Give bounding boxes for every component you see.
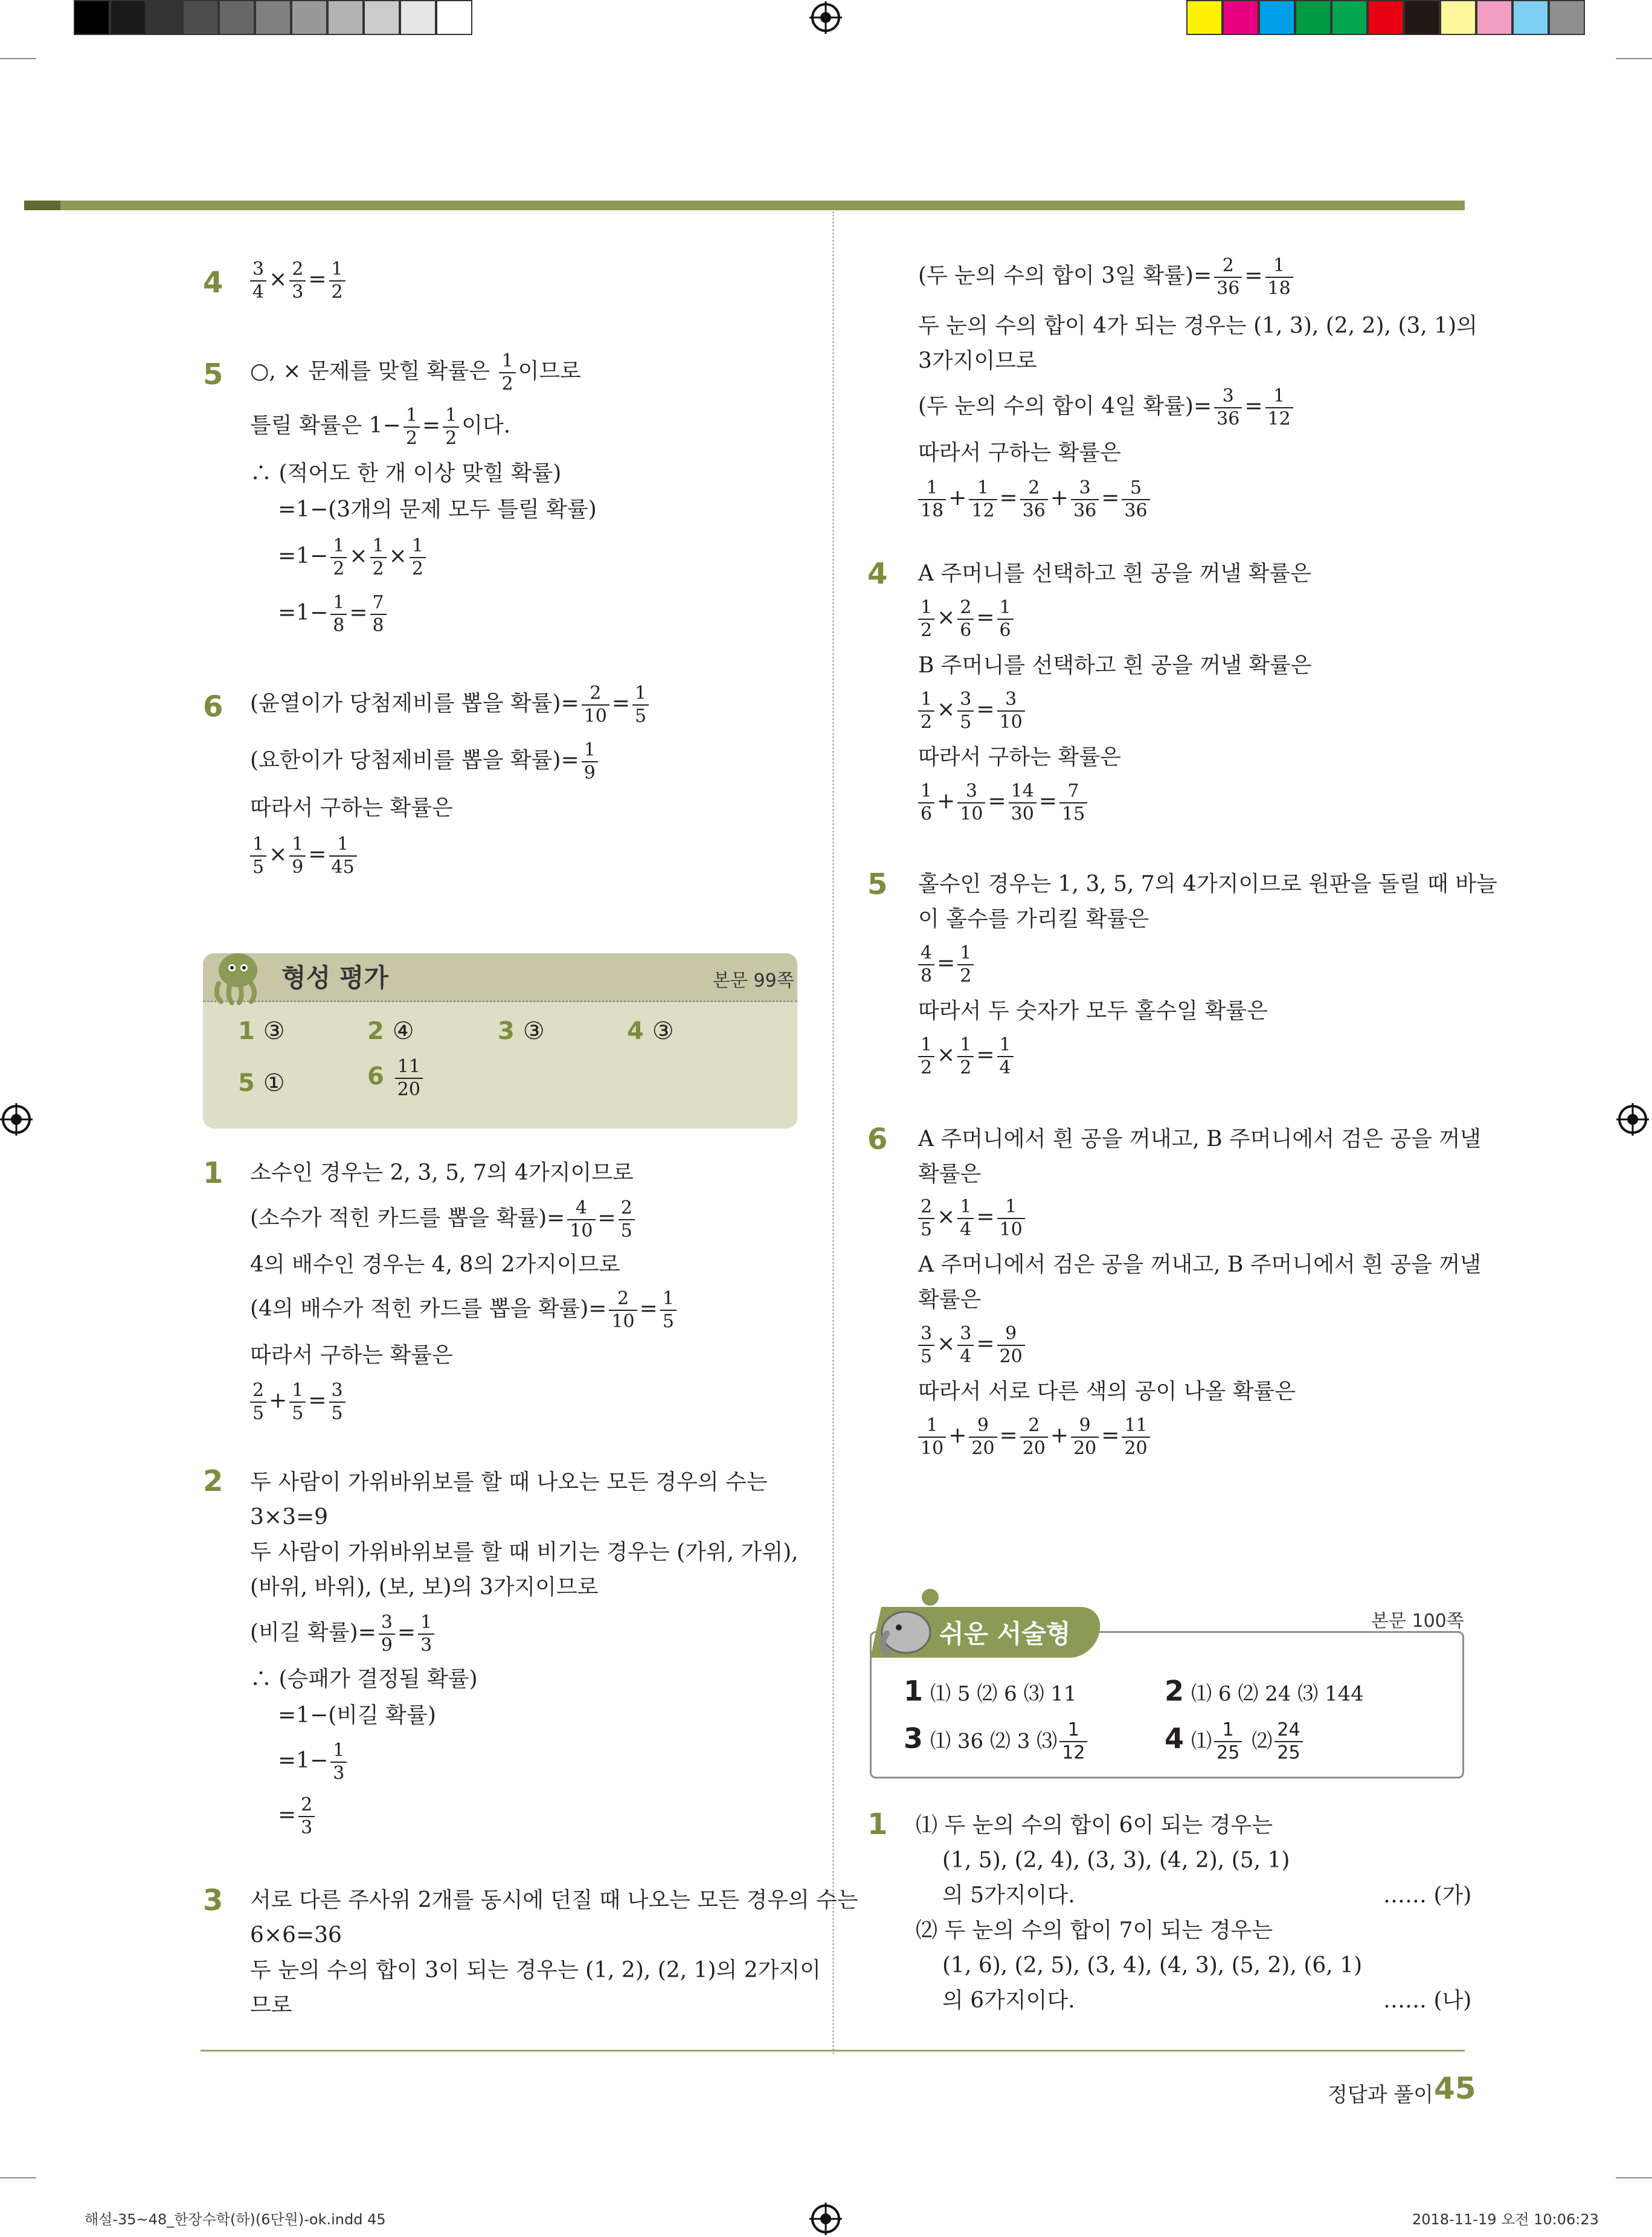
eval-title: 형성 평가 (281, 963, 388, 993)
text-line: 따라서 구하는 확률은 (918, 745, 1121, 770)
equation-line: =1− $\frac{1}{2}$ × $\frac{1}{2}$ × $\frac{1}{2}$ (278, 535, 428, 580)
easy-answer (904, 1675, 1077, 1707)
eval-answer (498, 1017, 545, 1045)
text: =1− (278, 600, 329, 625)
text-line: 두 눈의 수의 합이 4가 되는 경우는 (1, 3), (2, 2), (3, 1)의 (918, 314, 1478, 338)
gray-swatch (436, 0, 472, 35)
equation-line: $\frac{2}{5}$ + $\frac{1}{5}$ = $\frac{3}{5}$ (248, 1380, 348, 1424)
text-line: 6×6=36 (250, 1923, 342, 1948)
text-line: B 주머니를 선택하고 흰 공을 꺼낼 확률은 (918, 653, 1312, 678)
text-line: 소수인 경우는 2, 3, 5, 7의 4가지이므로 (250, 1160, 634, 1185)
gray-swatch (400, 0, 436, 35)
color-swatch (1186, 0, 1223, 35)
equation-line: = $\frac{2}{3}$ (278, 1794, 317, 1839)
text-line: ∴ (승패가 결정될 확률) (250, 1667, 478, 1691)
text-line: 틀릴 확률은 1− $\frac{1}{2}$ = $\frac{1}{2}$ 이다. (250, 405, 511, 449)
registration-mark-icon (0, 1103, 33, 1136)
text: =1− (278, 544, 329, 568)
text-line: 므로 (250, 1993, 292, 2018)
problem-number: 6 (203, 690, 223, 724)
problem-number: 4 (867, 557, 888, 591)
answer-number: 6 (367, 1063, 384, 1090)
gray-swatch (327, 0, 364, 35)
answer-number: 5 (238, 1069, 255, 1097)
answer-number: 4 (1165, 1722, 1184, 1755)
text-line: 따라서 서로 다른 색의 공이 나올 확률은 (918, 1379, 1296, 1404)
problem-number: 1 (203, 1156, 223, 1190)
text-line: 4의 배수인 경우는 4, 8의 2가지이므로 (250, 1252, 620, 1277)
crop-mark (0, 58, 36, 59)
text-line: ⑴ 두 눈의 수의 합이 6이 되는 경우는 (916, 1813, 1273, 1838)
answer-number: 4 (627, 1017, 644, 1045)
easy-answer (1165, 1675, 1364, 1707)
equation-line: (두 눈의 수의 합이 4일 확률)= $\frac{3}{36}$ = $\frac{1}{12}$ (918, 385, 1296, 430)
text: = (278, 1803, 297, 1827)
color-swatch (1404, 0, 1440, 35)
gray-swatch (74, 0, 110, 35)
text: 이다. (461, 413, 511, 438)
gray-swatch (255, 0, 291, 35)
answer-number: 1 (904, 1675, 924, 1707)
equation-line: $\frac{2}{5}$ × $\frac{1}{4}$ = $\frac{1}{10}$ (916, 1196, 1027, 1241)
equation-line: $\frac{3}{4}$ × $\frac{2}{3}$ = $\frac{1}{2}$ (248, 259, 348, 303)
answer-number: 1 (238, 1017, 255, 1045)
column-divider (832, 211, 834, 2054)
text-line: (1, 5), (2, 4), (3, 3), (4, 2), (5, 1) (942, 1848, 1290, 1873)
answer-value: ⑴ 36 ⑵ 3 ⑶ (930, 1729, 1058, 1754)
text: 틀릴 확률은 1− (250, 413, 401, 438)
gray-swatch (182, 0, 219, 35)
crop-mark (1616, 58, 1652, 59)
octopus-mascot-icon (205, 947, 271, 1005)
equation-line: =1− $\frac{1}{8}$ = $\frac{7}{8}$ (278, 592, 389, 637)
text: (비길 확률)= (250, 1620, 376, 1645)
easy-page-ref: 본문 100쪽 (1371, 1611, 1464, 1632)
answer-number: 3 (498, 1017, 515, 1045)
text-line: =1−(3개의 문제 모두 틀릴 확률) (278, 497, 597, 522)
gray-swatch (219, 0, 255, 35)
text-line: 따라서 구하는 확률은 (918, 440, 1121, 465)
answer-value: $\frac{11}{20}$ (393, 1063, 425, 1090)
problem-number: 2 (203, 1464, 223, 1498)
color-swatch (1512, 0, 1549, 35)
text-line: ○, × 문제를 맞힐 확률은 $\frac{1}{2}$ 이므로 (250, 350, 581, 394)
text-line: 3가지이므로 (918, 349, 1037, 373)
color-swatch (1368, 0, 1404, 35)
registration-mark-icon (809, 2203, 842, 2235)
header-band (24, 201, 1465, 210)
problem-number: 5 (867, 867, 888, 901)
text-line: 이 홀수를 가리킬 확률은 (918, 907, 1149, 932)
equation-line: (소수가 적힌 카드를 뽑을 확률)= $\frac{4}{10}$ = $\frac{2}{5}$ (250, 1197, 637, 1242)
text-line: 3×3=9 (250, 1505, 329, 1530)
color-swatch (1331, 0, 1368, 35)
marker-ga: …… (가) (1383, 1883, 1472, 1908)
footer-label: 정답과 풀이 (1328, 2083, 1434, 2107)
easy-answer: 3 ⑴ 36 ⑵ 3 ⑶ $\frac{1}{12}$ (904, 1719, 1090, 1764)
equation-line: (두 눈의 수의 합이 3일 확률)= $\frac{2}{36}$ = $\frac{1}{18}$ (918, 255, 1296, 300)
eval-answer (238, 1017, 285, 1045)
text-line: A 주머니에서 검은 공을 꺼내고, B 주머니에서 흰 공을 꺼낼 (918, 1252, 1481, 1277)
page-number: 45 (1434, 2071, 1476, 2106)
text-line: (바위, 바위), (보, 보)의 3가지이므로 (250, 1575, 599, 1600)
text-line: 의 5가지이다. (942, 1883, 1075, 1908)
answer-value: ① (263, 1069, 285, 1097)
easy-title: 쉬운 서술형 (939, 1619, 1071, 1649)
color-swatch (1549, 0, 1585, 35)
text-line: 따라서 두 숫자가 모두 홀수일 확률은 (918, 999, 1268, 1023)
text-line: ∴ (적어도 한 개 이상 맞힐 확률) (250, 461, 562, 486)
answer-value: ③ (263, 1017, 285, 1045)
date-slug: 2018-11-19 오전 10:06:23 (1412, 2211, 1599, 2228)
text-line: (1, 6), (2, 5), (3, 4), (4, 3), (5, 2), (6, 1) (942, 1953, 1363, 1978)
problem-number: 4 (203, 266, 223, 300)
equation-line: (요한이가 당첨제비를 뽑을 확률)= $\frac{1}{9}$ (250, 739, 600, 784)
answer-number: 2 (1165, 1675, 1184, 1707)
equation-line: $\frac{1}{10}$ + $\frac{9}{20}$ = $\frac{2}{20}$ + $\frac{9}{20}$ = $\frac{11}{20}$ (916, 1415, 1152, 1460)
text: (두 눈의 수의 합이 3일 확률)= (918, 263, 1212, 288)
answer-value: ⑴ (1191, 1729, 1212, 1754)
eval-answer (238, 1069, 285, 1097)
answer-number: 2 (367, 1017, 384, 1045)
text-line: 서로 다른 주사위 2개를 동시에 던질 때 나오는 모든 경우의 수는 (250, 1888, 858, 1913)
eval-page-ref: 본문 99쪽 (713, 970, 794, 991)
text: (소수가 적힌 카드를 뽑을 확률)= (250, 1206, 565, 1231)
problem-number: 6 (867, 1122, 888, 1156)
equation-line: =1− $\frac{1}{3}$ (278, 1740, 349, 1785)
answer-value: ⑴ 5 ⑵ 6 ⑶ 11 (930, 1682, 1077, 1706)
color-swatch (1259, 0, 1295, 35)
registration-mark-icon (809, 1, 842, 34)
equation-line: (윤열이가 당첨제비를 뽑을 확률)= $\frac{2}{10}$ = $\frac{1}{5}$ (250, 683, 651, 727)
eval-answer (367, 1017, 414, 1045)
text-line: 홀수인 경우는 1, 3, 5, 7의 4가지이므로 원판을 돌릴 때 바늘 (918, 872, 1497, 896)
crop-mark (1616, 2177, 1652, 2178)
color-swatch (1295, 0, 1331, 35)
problem-number: 3 (203, 1884, 223, 1917)
footer-rule (201, 2050, 1465, 2052)
text: ○, × 문제를 맞힐 확률은 (250, 359, 490, 384)
text-line: 따라서 구하는 확률은 (250, 796, 453, 820)
text: (윤열이가 당첨제비를 뽑을 확률)= (250, 691, 579, 716)
text: (요한이가 당첨제비를 뽑을 확률)= (250, 748, 579, 773)
easy-answer: 4 ⑴ $\frac{1}{25}$ ⑵ $\frac{24}{25}$ (1165, 1719, 1305, 1764)
text-line: 두 사람이 가위바위보를 할 때 나오는 모든 경우의 수는 (250, 1470, 768, 1495)
text: (두 눈의 수의 합이 4일 확률)= (918, 394, 1212, 419)
answer-value: ③ (652, 1017, 674, 1045)
text-line: 확률은 (918, 1162, 982, 1186)
crop-mark (0, 2177, 36, 2178)
equation-line: $\frac{1}{2}$ × $\frac{2}{6}$ = $\frac{1}{6}$ (916, 597, 1016, 642)
gray-swatch (364, 0, 400, 35)
answer-value: ⑵ (1252, 1729, 1273, 1754)
text-line: A 주머니를 선택하고 흰 공을 꺼낼 확률은 (918, 561, 1312, 586)
equation-line: (4의 배수가 적힌 카드를 뽑을 확률)= $\frac{2}{10}$ = $\frac{1}{5}$ (250, 1288, 679, 1333)
gray-swatch (291, 0, 327, 35)
eval-answer (367, 1056, 425, 1101)
text: (4의 배수가 적힌 카드를 뽑을 확률)= (250, 1296, 607, 1321)
color-swatch (1223, 0, 1259, 35)
text-line: 따라서 구하는 확률은 (250, 1343, 453, 1368)
color-swatch (1440, 0, 1476, 35)
answer-number: 3 (904, 1722, 924, 1755)
text-line: ⑵ 두 눈의 수의 합이 7이 되는 경우는 (916, 1918, 1273, 1943)
gray-swatch (110, 0, 146, 35)
answer-value: ③ (522, 1017, 545, 1045)
gray-swatch (146, 0, 182, 35)
equation-line: $\frac{4}{8}$ = $\frac{1}{2}$ (916, 942, 976, 987)
answer-value: ⑴ 6 ⑵ 24 ⑶ 144 (1191, 1682, 1364, 1706)
text: =1− (278, 1748, 329, 1773)
color-swatch (1476, 0, 1512, 35)
equation-line: $\frac{3}{5}$ × $\frac{3}{4}$ = $\frac{9}{20}$ (916, 1323, 1027, 1368)
text-line: 두 눈의 수의 합이 3이 되는 경우는 (1, 2), (2, 1)의 2가지이 (250, 1958, 821, 1983)
file-slug: 해설-35~48_한장수학(하)(6단원)-ok.indd 45 (85, 2211, 386, 2228)
text-line: =1−(비길 확률) (278, 1703, 436, 1728)
marker-na: …… (나) (1383, 1988, 1472, 2013)
eval-answer (627, 1017, 674, 1045)
problem-number: 1 (867, 1807, 888, 1841)
equation-line: (비길 확률)= $\frac{3}{9}$ = $\frac{1}{3}$ (250, 1612, 437, 1656)
text-line: A 주머니에서 흰 공을 꺼내고, B 주머니에서 검은 공을 꺼낼 (918, 1127, 1481, 1151)
header-band-accent (24, 201, 60, 210)
equation-line: $\frac{1}{18}$ + $\frac{1}{12}$ = $\frac{2}{36}$ + $\frac{3}{36}$ = $\frac{5}{36}$ (916, 477, 1152, 522)
text-line: 두 사람이 가위바위보를 할 때 비기는 경우는 (가위, 가위), (250, 1540, 799, 1565)
elephant-mascot-icon (875, 1585, 941, 1658)
equation-line: $\frac{1}{2}$ × $\frac{1}{2}$ = $\frac{1}{4}$ (916, 1034, 1016, 1079)
answer-value: ④ (392, 1017, 414, 1045)
text: 이므로 (518, 359, 581, 384)
equation-line: $\frac{1}{6}$ + $\frac{3}{10}$ = $\frac{14}{30}$ = $\frac{7}{15}$ (916, 781, 1090, 825)
equation-line: $\frac{1}{5}$ × $\frac{1}{9}$ = $\frac{1}{45}$ (248, 834, 359, 878)
problem-number: 5 (203, 358, 223, 391)
text-line: 의 6가지이다. (942, 1988, 1075, 2013)
registration-mark-icon (1616, 1103, 1649, 1136)
equation-line: $\frac{1}{2}$ × $\frac{3}{5}$ = $\frac{3}{10}$ (916, 689, 1027, 733)
text-line: 확률은 (918, 1287, 982, 1312)
